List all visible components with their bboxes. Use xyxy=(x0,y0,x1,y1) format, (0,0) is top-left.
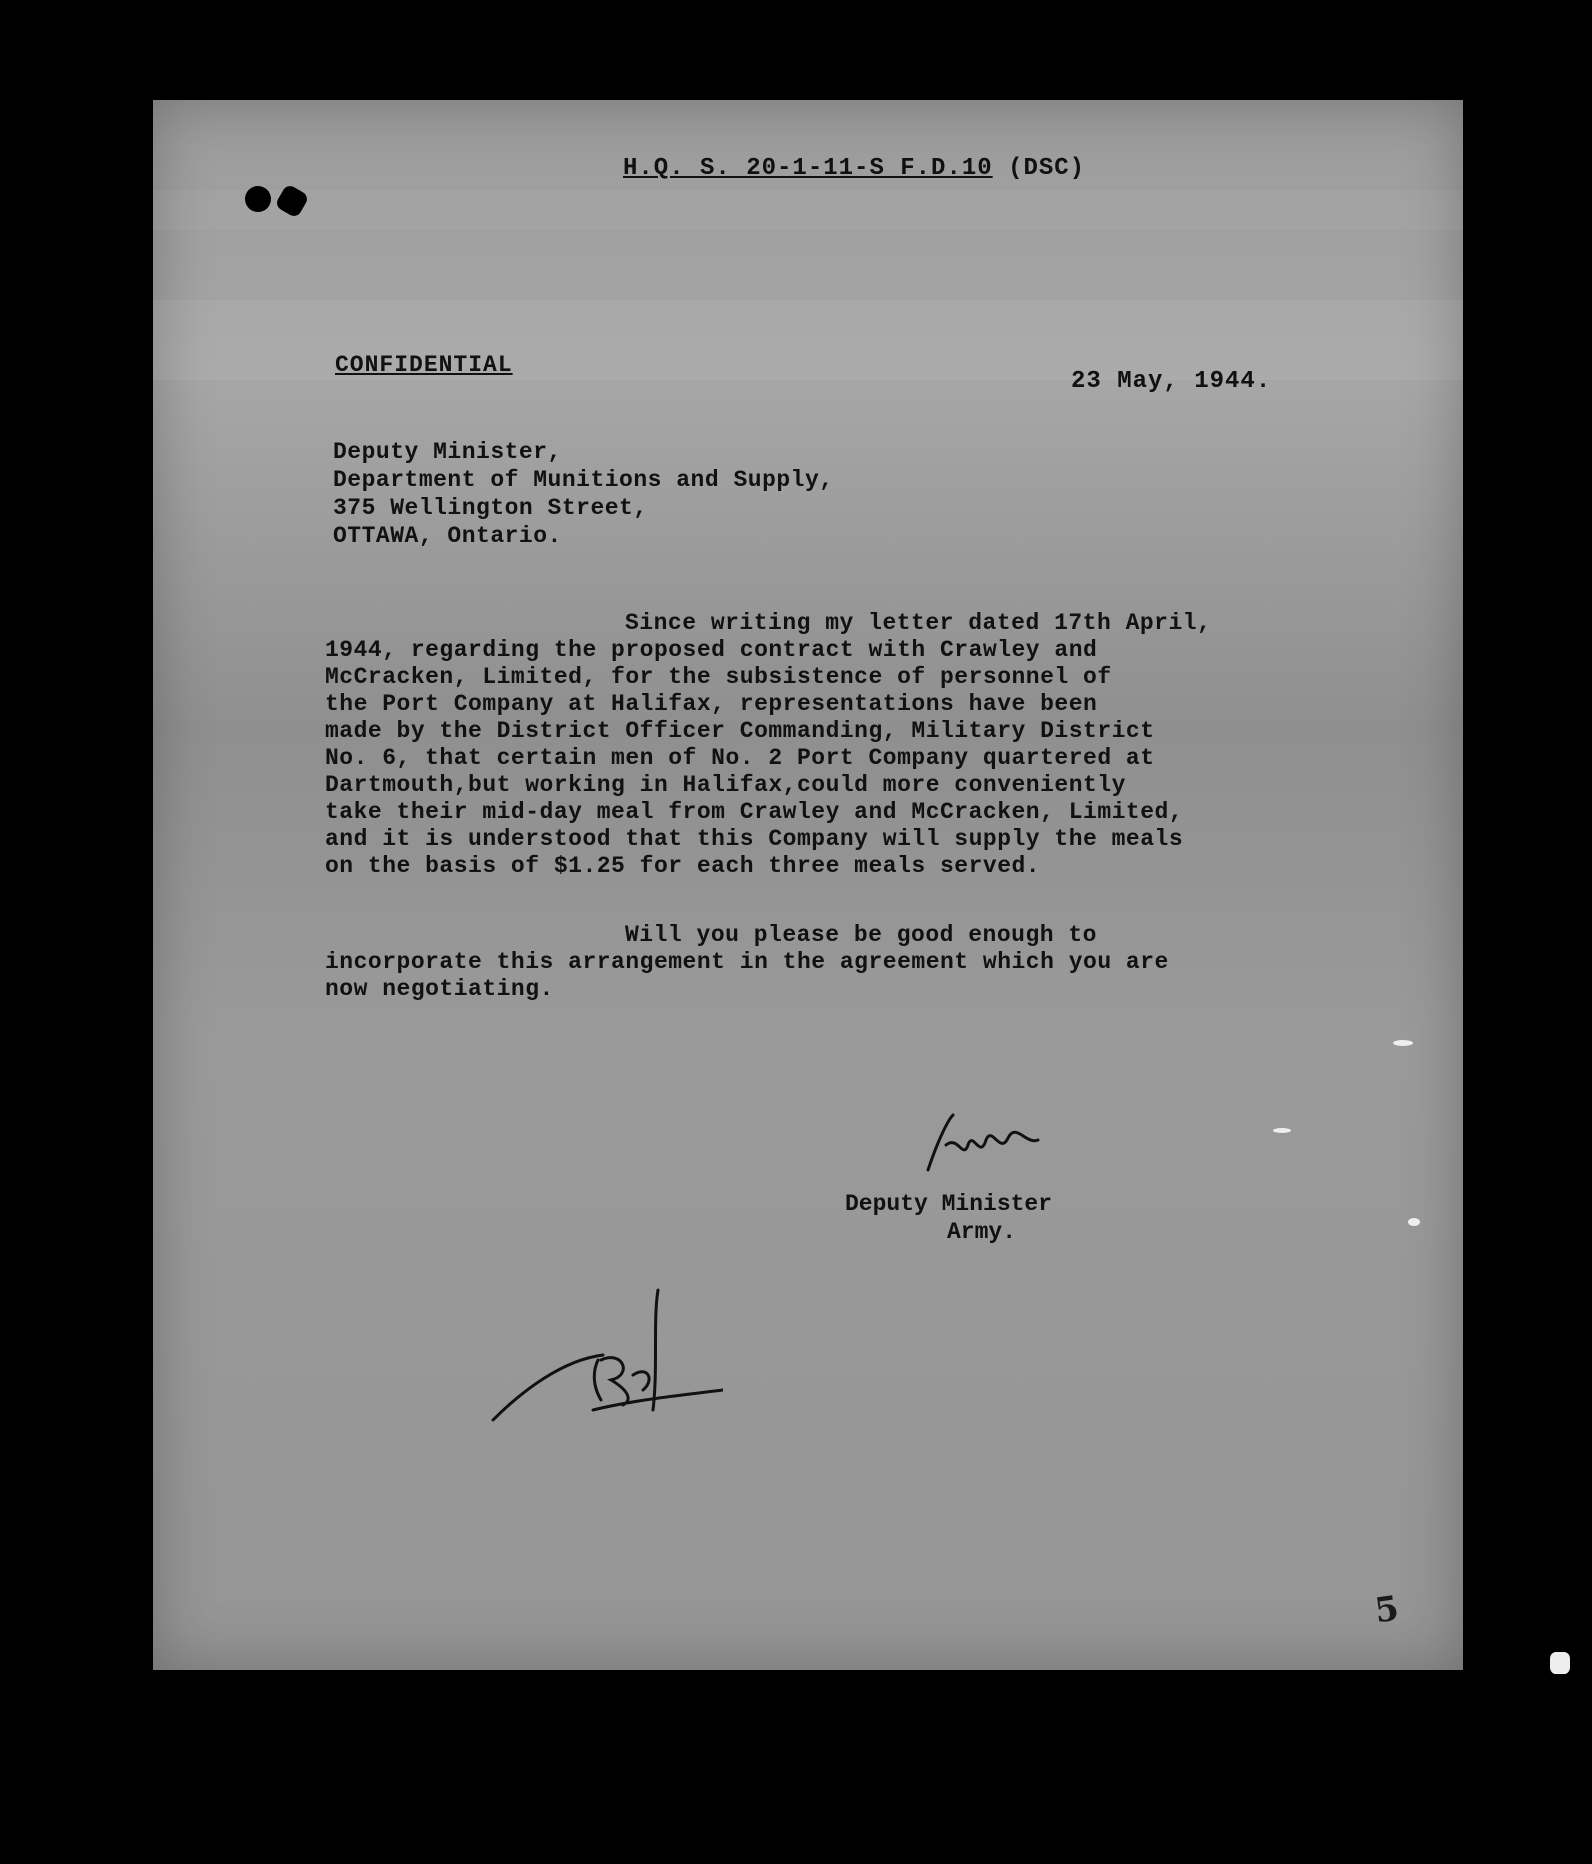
scan-speck xyxy=(1393,1040,1413,1046)
recipient-address xyxy=(333,438,834,550)
body-line: 1944, regarding the proposed contract with Crawley and xyxy=(325,637,1098,663)
file-reference-suffix: (DSC) xyxy=(1008,155,1086,182)
address-line: OTTAWA, Ontario. xyxy=(333,523,562,549)
file-reference xyxy=(623,155,1085,182)
body-paragraph-1 xyxy=(325,610,1211,880)
body-line: Since writing my letter dated 17th April, xyxy=(625,610,1212,636)
body-line: No. 6, that certain men of No. 2 Port Company quartered at xyxy=(325,745,1155,771)
address-line: Department of Munitions and Supply, xyxy=(333,467,834,493)
body-line: McCracken, Limited, for the subsistence of personnel of xyxy=(325,664,1112,690)
signature-title: Deputy Minister xyxy=(845,1191,1053,1217)
scan-speck xyxy=(1550,1652,1570,1674)
signature-title: Army. xyxy=(947,1219,1017,1245)
body-line: Will you please be good enough to xyxy=(625,922,1097,948)
body-line: made by the District Officer Commanding, Military District xyxy=(325,718,1155,744)
body-line: on the basis of $1.25 for each three meals served. xyxy=(325,853,1041,879)
body-line: take their mid-day meal from Crawley and McCracken, Limited, xyxy=(325,799,1184,825)
body-line: now negotiating. xyxy=(325,976,554,1002)
body-line: Dartmouth,but working in Halifax,could more conveniently xyxy=(325,772,1126,798)
punch-hole-mark xyxy=(245,186,271,212)
body-line: incorporate this arrangement in the agreement which you are xyxy=(325,949,1169,975)
handwritten-signature-initials xyxy=(908,1100,1058,1180)
scan-band xyxy=(153,190,1463,230)
margin-folio-number: 5 xyxy=(1372,1588,1402,1632)
letter-date: 23 May, 1944. xyxy=(1071,368,1272,395)
handwritten-initials-stamp xyxy=(483,1280,723,1430)
address-line: 375 Wellington Street, xyxy=(333,495,648,521)
address-line: Deputy Minister, xyxy=(333,439,562,465)
signature-block xyxy=(845,1190,1052,1246)
body-line: the Port Company at Halifax, representations have been xyxy=(325,691,1098,717)
body-line: and it is understood that this Company will supply the meals xyxy=(325,826,1184,852)
file-reference-number: H.Q. S. 20-1-11-S F.D.10 xyxy=(623,155,993,182)
scan-speck xyxy=(1408,1218,1420,1226)
scan-speck xyxy=(1273,1128,1291,1133)
classification-label: CONFIDENTIAL xyxy=(335,352,513,378)
body-paragraph-2 xyxy=(325,922,1169,1003)
letter-page xyxy=(153,100,1463,1670)
